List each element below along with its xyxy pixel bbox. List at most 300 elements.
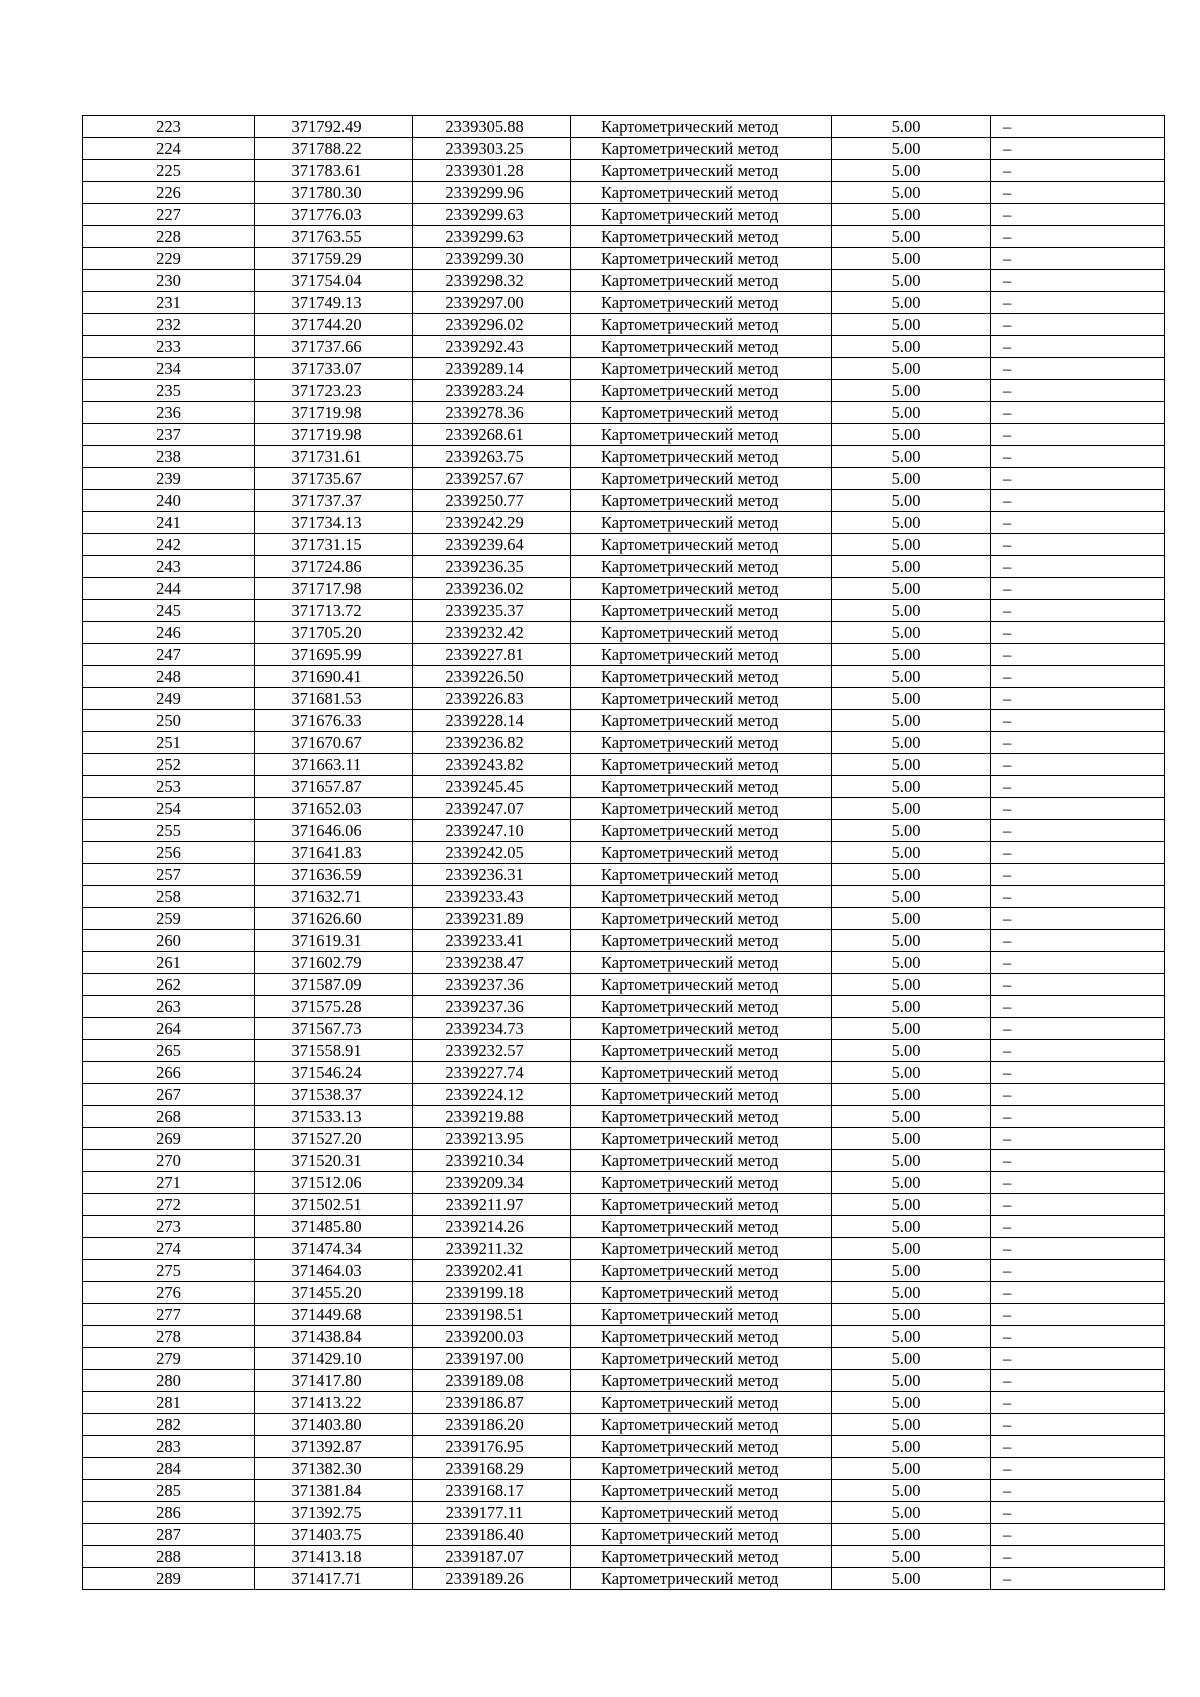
point-number-cell: 282	[83, 1414, 255, 1436]
x-coordinate-cell: 371731.61	[255, 446, 413, 468]
note-cell: –	[991, 1150, 1165, 1172]
accuracy-cell: 5.00	[832, 1326, 991, 1348]
method-cell: Картометрический метод	[571, 380, 832, 402]
method-cell: Картометрический метод	[571, 1480, 832, 1502]
note-cell: –	[991, 512, 1165, 534]
y-coordinate-cell: 2339257.67	[413, 468, 571, 490]
x-coordinate-cell: 371632.71	[255, 886, 413, 908]
table-row	[83, 380, 1165, 402]
table-row	[83, 1040, 1165, 1062]
y-coordinate-cell: 2339297.00	[413, 292, 571, 314]
point-number-cell: 255	[83, 820, 255, 842]
method-cell: Картометрический метод	[571, 424, 832, 446]
table-row	[83, 644, 1165, 666]
y-coordinate-cell: 2339299.96	[413, 182, 571, 204]
x-coordinate-cell: 371533.13	[255, 1106, 413, 1128]
x-coordinate-cell: 371575.28	[255, 996, 413, 1018]
accuracy-cell: 5.00	[832, 820, 991, 842]
accuracy-cell: 5.00	[832, 336, 991, 358]
x-coordinate-cell: 371719.98	[255, 402, 413, 424]
accuracy-cell: 5.00	[832, 358, 991, 380]
accuracy-cell: 5.00	[832, 292, 991, 314]
method-cell: Картометрический метод	[571, 270, 832, 292]
point-number-cell: 283	[83, 1436, 255, 1458]
y-coordinate-cell: 2339233.41	[413, 930, 571, 952]
point-number-cell: 233	[83, 336, 255, 358]
x-coordinate-cell: 371449.68	[255, 1304, 413, 1326]
method-cell: Картометрический метод	[571, 292, 832, 314]
accuracy-cell: 5.00	[832, 1348, 991, 1370]
y-coordinate-cell: 2339232.57	[413, 1040, 571, 1062]
point-number-cell: 265	[83, 1040, 255, 1062]
note-cell: –	[991, 1370, 1165, 1392]
y-coordinate-cell: 2339299.63	[413, 226, 571, 248]
table-row	[83, 116, 1165, 138]
table-row	[83, 1348, 1165, 1370]
accuracy-cell: 5.00	[832, 1040, 991, 1062]
table-row	[83, 1458, 1165, 1480]
method-cell: Картометрический метод	[571, 710, 832, 732]
note-cell: –	[991, 402, 1165, 424]
y-coordinate-cell: 2339296.02	[413, 314, 571, 336]
table-row	[83, 754, 1165, 776]
point-number-cell: 263	[83, 996, 255, 1018]
table-row	[83, 1546, 1165, 1568]
table-row	[83, 622, 1165, 644]
x-coordinate-cell: 371587.09	[255, 974, 413, 996]
note-cell: –	[991, 1326, 1165, 1348]
point-number-cell: 259	[83, 908, 255, 930]
point-number-cell: 247	[83, 644, 255, 666]
point-number-cell: 237	[83, 424, 255, 446]
y-coordinate-cell: 2339299.30	[413, 248, 571, 270]
y-coordinate-cell: 2339177.11	[413, 1502, 571, 1524]
note-cell: –	[991, 1216, 1165, 1238]
point-number-cell: 269	[83, 1128, 255, 1150]
table-row	[83, 908, 1165, 930]
note-cell: –	[991, 138, 1165, 160]
x-coordinate-cell: 371780.30	[255, 182, 413, 204]
method-cell: Картометрический метод	[571, 204, 832, 226]
note-cell: –	[991, 600, 1165, 622]
point-number-cell: 225	[83, 160, 255, 182]
point-number-cell: 275	[83, 1260, 255, 1282]
note-cell: –	[991, 666, 1165, 688]
note-cell: –	[991, 1194, 1165, 1216]
table-row	[83, 996, 1165, 1018]
accuracy-cell: 5.00	[832, 1546, 991, 1568]
method-cell: Картометрический метод	[571, 1194, 832, 1216]
point-number-cell: 262	[83, 974, 255, 996]
note-cell: –	[991, 644, 1165, 666]
x-coordinate-cell: 371734.13	[255, 512, 413, 534]
x-coordinate-cell: 371502.51	[255, 1194, 413, 1216]
point-number-cell: 244	[83, 578, 255, 600]
note-cell: –	[991, 930, 1165, 952]
accuracy-cell: 5.00	[832, 996, 991, 1018]
x-coordinate-cell: 371776.03	[255, 204, 413, 226]
point-number-cell: 251	[83, 732, 255, 754]
note-cell: –	[991, 1084, 1165, 1106]
point-number-cell: 266	[83, 1062, 255, 1084]
method-cell: Картометрический метод	[571, 754, 832, 776]
point-number-cell: 238	[83, 446, 255, 468]
accuracy-cell: 5.00	[832, 886, 991, 908]
y-coordinate-cell: 2339186.20	[413, 1414, 571, 1436]
table-row	[83, 864, 1165, 886]
x-coordinate-cell: 371663.11	[255, 754, 413, 776]
y-coordinate-cell: 2339235.37	[413, 600, 571, 622]
table-row	[83, 1260, 1165, 1282]
note-cell: –	[991, 798, 1165, 820]
method-cell: Картометрический метод	[571, 666, 832, 688]
note-cell: –	[991, 446, 1165, 468]
accuracy-cell: 5.00	[832, 1216, 991, 1238]
table-row	[83, 270, 1165, 292]
y-coordinate-cell: 2339263.75	[413, 446, 571, 468]
accuracy-cell: 5.00	[832, 270, 991, 292]
method-cell: Картометрический метод	[571, 248, 832, 270]
table-row	[83, 666, 1165, 688]
note-cell: –	[991, 292, 1165, 314]
note-cell: –	[991, 226, 1165, 248]
table-row	[83, 1326, 1165, 1348]
x-coordinate-cell: 371723.23	[255, 380, 413, 402]
y-coordinate-cell: 2339239.64	[413, 534, 571, 556]
note-cell: –	[991, 842, 1165, 864]
y-coordinate-cell: 2339242.29	[413, 512, 571, 534]
table-row	[83, 1062, 1165, 1084]
accuracy-cell: 5.00	[832, 908, 991, 930]
method-cell: Картометрический метод	[571, 490, 832, 512]
x-coordinate-cell: 371413.22	[255, 1392, 413, 1414]
table-row	[83, 1150, 1165, 1172]
method-cell: Картометрический метод	[571, 1084, 832, 1106]
y-coordinate-cell: 2339176.95	[413, 1436, 571, 1458]
table-row	[83, 1106, 1165, 1128]
method-cell: Картометрический метод	[571, 1370, 832, 1392]
x-coordinate-cell: 371719.98	[255, 424, 413, 446]
table-row	[83, 1414, 1165, 1436]
y-coordinate-cell: 2339227.81	[413, 644, 571, 666]
method-cell: Картометрический метод	[571, 1524, 832, 1546]
y-coordinate-cell: 2339211.32	[413, 1238, 571, 1260]
table-row	[83, 358, 1165, 380]
point-number-cell: 280	[83, 1370, 255, 1392]
note-cell: –	[991, 248, 1165, 270]
method-cell: Картометрический метод	[571, 842, 832, 864]
note-cell: –	[991, 820, 1165, 842]
y-coordinate-cell: 2339200.03	[413, 1326, 571, 1348]
accuracy-cell: 5.00	[832, 1458, 991, 1480]
x-coordinate-cell: 371429.10	[255, 1348, 413, 1370]
note-cell: –	[991, 1392, 1165, 1414]
method-cell: Картометрический метод	[571, 996, 832, 1018]
accuracy-cell: 5.00	[832, 864, 991, 886]
note-cell: –	[991, 1282, 1165, 1304]
point-number-cell: 286	[83, 1502, 255, 1524]
table-row	[83, 688, 1165, 710]
accuracy-cell: 5.00	[832, 1128, 991, 1150]
table-row	[83, 446, 1165, 468]
y-coordinate-cell: 2339303.25	[413, 138, 571, 160]
x-coordinate-cell: 371713.72	[255, 600, 413, 622]
method-cell: Картометрический метод	[571, 512, 832, 534]
table-row	[83, 248, 1165, 270]
accuracy-cell: 5.00	[832, 490, 991, 512]
table-row	[83, 292, 1165, 314]
accuracy-cell: 5.00	[832, 688, 991, 710]
x-coordinate-cell: 371783.61	[255, 160, 413, 182]
accuracy-cell: 5.00	[832, 468, 991, 490]
y-coordinate-cell: 2339226.83	[413, 688, 571, 710]
method-cell: Картометрический метод	[571, 358, 832, 380]
note-cell: –	[991, 556, 1165, 578]
accuracy-cell: 5.00	[832, 1304, 991, 1326]
y-coordinate-cell: 2339292.43	[413, 336, 571, 358]
accuracy-cell: 5.00	[832, 974, 991, 996]
table-row	[83, 512, 1165, 534]
point-number-cell: 248	[83, 666, 255, 688]
y-coordinate-cell: 2339214.26	[413, 1216, 571, 1238]
table-row	[83, 402, 1165, 424]
note-cell: –	[991, 1040, 1165, 1062]
method-cell: Картометрический метод	[571, 930, 832, 952]
accuracy-cell: 5.00	[832, 1106, 991, 1128]
table-row	[83, 138, 1165, 160]
point-number-cell: 246	[83, 622, 255, 644]
point-number-cell: 239	[83, 468, 255, 490]
accuracy-cell: 5.00	[832, 1260, 991, 1282]
note-cell: –	[991, 1524, 1165, 1546]
note-cell: –	[991, 160, 1165, 182]
method-cell: Картометрический метод	[571, 952, 832, 974]
note-cell: –	[991, 204, 1165, 226]
x-coordinate-cell: 371381.84	[255, 1480, 413, 1502]
accuracy-cell: 5.00	[832, 600, 991, 622]
note-cell: –	[991, 1304, 1165, 1326]
point-number-cell: 281	[83, 1392, 255, 1414]
note-cell: –	[991, 688, 1165, 710]
point-number-cell: 273	[83, 1216, 255, 1238]
accuracy-cell: 5.00	[832, 666, 991, 688]
x-coordinate-cell: 371403.80	[255, 1414, 413, 1436]
table-row	[83, 1502, 1165, 1524]
method-cell: Картометрический метод	[571, 908, 832, 930]
y-coordinate-cell: 2339211.97	[413, 1194, 571, 1216]
x-coordinate-cell: 371382.30	[255, 1458, 413, 1480]
note-cell: –	[991, 864, 1165, 886]
table-row	[83, 556, 1165, 578]
note-cell: –	[991, 1436, 1165, 1458]
coordinates-table	[82, 115, 1165, 1590]
x-coordinate-cell: 371646.06	[255, 820, 413, 842]
table-row	[83, 1128, 1165, 1150]
accuracy-cell: 5.00	[832, 204, 991, 226]
method-cell: Картометрический метод	[571, 776, 832, 798]
point-number-cell: 228	[83, 226, 255, 248]
method-cell: Картометрический метод	[571, 468, 832, 490]
point-number-cell: 261	[83, 952, 255, 974]
point-number-cell: 268	[83, 1106, 255, 1128]
table-row	[83, 1370, 1165, 1392]
note-cell: –	[991, 974, 1165, 996]
point-number-cell: 245	[83, 600, 255, 622]
accuracy-cell: 5.00	[832, 776, 991, 798]
y-coordinate-cell: 2339189.26	[413, 1568, 571, 1590]
x-coordinate-cell: 371538.37	[255, 1084, 413, 1106]
y-coordinate-cell: 2339224.12	[413, 1084, 571, 1106]
point-number-cell: 260	[83, 930, 255, 952]
x-coordinate-cell: 371546.24	[255, 1062, 413, 1084]
point-number-cell: 240	[83, 490, 255, 512]
x-coordinate-cell: 371737.66	[255, 336, 413, 358]
table-row	[83, 182, 1165, 204]
y-coordinate-cell: 2339187.07	[413, 1546, 571, 1568]
method-cell: Картометрический метод	[571, 622, 832, 644]
method-cell: Картометрический метод	[571, 1326, 832, 1348]
accuracy-cell: 5.00	[832, 248, 991, 270]
table-row	[83, 798, 1165, 820]
accuracy-cell: 5.00	[832, 930, 991, 952]
accuracy-cell: 5.00	[832, 1414, 991, 1436]
x-coordinate-cell: 371641.83	[255, 842, 413, 864]
x-coordinate-cell: 371737.37	[255, 490, 413, 512]
method-cell: Картометрический метод	[571, 974, 832, 996]
accuracy-cell: 5.00	[832, 1062, 991, 1084]
point-number-cell: 264	[83, 1018, 255, 1040]
y-coordinate-cell: 2339199.18	[413, 1282, 571, 1304]
point-number-cell: 285	[83, 1480, 255, 1502]
x-coordinate-cell: 371527.20	[255, 1128, 413, 1150]
accuracy-cell: 5.00	[832, 1018, 991, 1040]
point-number-cell: 274	[83, 1238, 255, 1260]
table-row	[83, 732, 1165, 754]
accuracy-cell: 5.00	[832, 578, 991, 600]
x-coordinate-cell: 371567.73	[255, 1018, 413, 1040]
point-number-cell: 249	[83, 688, 255, 710]
table-row	[83, 1194, 1165, 1216]
table-row	[83, 1172, 1165, 1194]
y-coordinate-cell: 2339305.88	[413, 116, 571, 138]
accuracy-cell: 5.00	[832, 732, 991, 754]
note-cell: –	[991, 710, 1165, 732]
method-cell: Картометрический метод	[571, 556, 832, 578]
y-coordinate-cell: 2339236.02	[413, 578, 571, 600]
table-row	[83, 578, 1165, 600]
accuracy-cell: 5.00	[832, 1480, 991, 1502]
note-cell: –	[991, 358, 1165, 380]
method-cell: Картометрический метод	[571, 1216, 832, 1238]
accuracy-cell: 5.00	[832, 1238, 991, 1260]
table-row	[83, 160, 1165, 182]
y-coordinate-cell: 2339247.10	[413, 820, 571, 842]
y-coordinate-cell: 2339186.40	[413, 1524, 571, 1546]
y-coordinate-cell: 2339210.34	[413, 1150, 571, 1172]
accuracy-cell: 5.00	[832, 622, 991, 644]
note-cell: –	[991, 732, 1165, 754]
method-cell: Картометрический метод	[571, 534, 832, 556]
note-cell: –	[991, 1128, 1165, 1150]
x-coordinate-cell: 371413.18	[255, 1546, 413, 1568]
method-cell: Картометрический метод	[571, 864, 832, 886]
y-coordinate-cell: 2339189.08	[413, 1370, 571, 1392]
method-cell: Картометрический метод	[571, 1436, 832, 1458]
x-coordinate-cell: 371602.79	[255, 952, 413, 974]
point-number-cell: 231	[83, 292, 255, 314]
point-number-cell: 227	[83, 204, 255, 226]
y-coordinate-cell: 2339232.42	[413, 622, 571, 644]
x-coordinate-cell: 371731.15	[255, 534, 413, 556]
method-cell: Картометрический метод	[571, 138, 832, 160]
note-cell: –	[991, 776, 1165, 798]
point-number-cell: 258	[83, 886, 255, 908]
y-coordinate-cell: 2339278.36	[413, 402, 571, 424]
point-number-cell: 223	[83, 116, 255, 138]
y-coordinate-cell: 2339226.50	[413, 666, 571, 688]
point-number-cell: 276	[83, 1282, 255, 1304]
table-row	[83, 930, 1165, 952]
table-row	[83, 1084, 1165, 1106]
table-row	[83, 204, 1165, 226]
x-coordinate-cell: 371485.80	[255, 1216, 413, 1238]
accuracy-cell: 5.00	[832, 160, 991, 182]
y-coordinate-cell: 2339242.05	[413, 842, 571, 864]
point-number-cell: 277	[83, 1304, 255, 1326]
method-cell: Картометрический метод	[571, 336, 832, 358]
point-number-cell: 256	[83, 842, 255, 864]
note-cell: –	[991, 1480, 1165, 1502]
y-coordinate-cell: 2339299.63	[413, 204, 571, 226]
accuracy-cell: 5.00	[832, 1150, 991, 1172]
table-row	[83, 1436, 1165, 1458]
accuracy-cell: 5.00	[832, 952, 991, 974]
point-number-cell: 252	[83, 754, 255, 776]
y-coordinate-cell: 2339209.34	[413, 1172, 571, 1194]
note-cell: –	[991, 908, 1165, 930]
accuracy-cell: 5.00	[832, 1524, 991, 1546]
note-cell: –	[991, 490, 1165, 512]
point-number-cell: 271	[83, 1172, 255, 1194]
accuracy-cell: 5.00	[832, 798, 991, 820]
x-coordinate-cell: 371788.22	[255, 138, 413, 160]
table-row	[83, 336, 1165, 358]
y-coordinate-cell: 2339247.07	[413, 798, 571, 820]
method-cell: Картометрический метод	[571, 688, 832, 710]
table-row	[83, 1216, 1165, 1238]
table-row	[83, 1392, 1165, 1414]
x-coordinate-cell: 371512.06	[255, 1172, 413, 1194]
x-coordinate-cell: 371392.87	[255, 1436, 413, 1458]
note-cell: –	[991, 182, 1165, 204]
accuracy-cell: 5.00	[832, 138, 991, 160]
note-cell: –	[991, 1568, 1165, 1590]
y-coordinate-cell: 2339250.77	[413, 490, 571, 512]
accuracy-cell: 5.00	[832, 710, 991, 732]
method-cell: Картометрический метод	[571, 1392, 832, 1414]
point-number-cell: 235	[83, 380, 255, 402]
accuracy-cell: 5.00	[832, 534, 991, 556]
note-cell: –	[991, 1502, 1165, 1524]
point-number-cell: 284	[83, 1458, 255, 1480]
note-cell: –	[991, 380, 1165, 402]
y-coordinate-cell: 2339301.28	[413, 160, 571, 182]
y-coordinate-cell: 2339234.73	[413, 1018, 571, 1040]
note-cell: –	[991, 952, 1165, 974]
point-number-cell: 250	[83, 710, 255, 732]
accuracy-cell: 5.00	[832, 1568, 991, 1590]
method-cell: Картометрический метод	[571, 798, 832, 820]
